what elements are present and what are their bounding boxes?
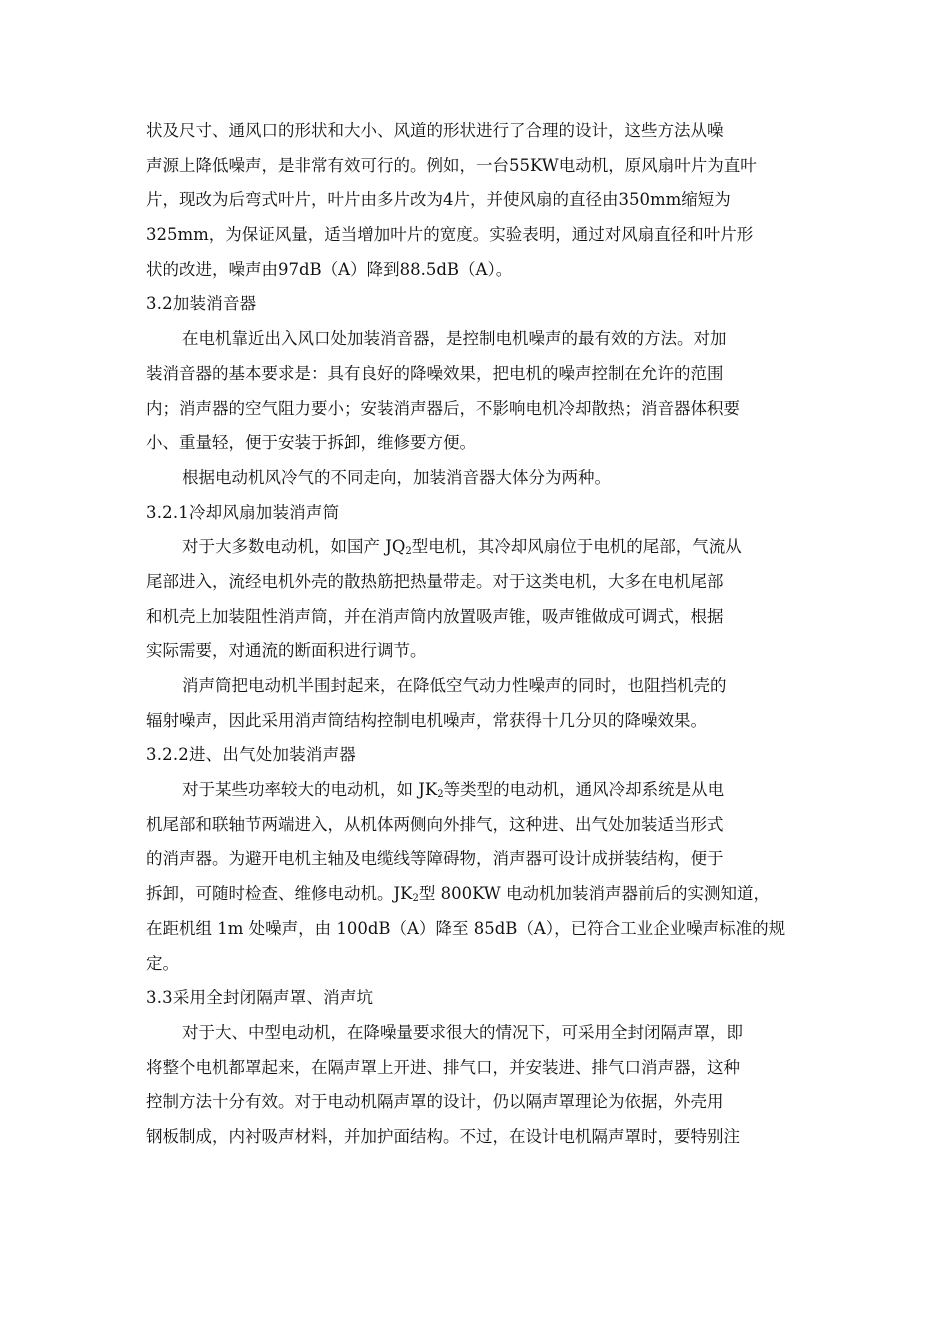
text-run: 拆卸，可随时检查、维修电动机。JK (146, 884, 413, 904)
body-line: 内；消声器的空气阻力要小；安装消声器后，不影响电机冷却散热；消音器体积要 (146, 398, 740, 418)
section-heading-3-2: 3.2加装消音器 (146, 294, 257, 314)
body-line: 小、重量轻，便于安装于拆卸，维修要方便。 (146, 433, 476, 453)
body-line: 尾部进入，流经电机外壳的散热筋把热量带走。对于这类电机，大多在电机尾部 (146, 571, 724, 591)
text-run: 等类型的电动机，通风冷却系统是从电 (443, 780, 725, 800)
document-page (146, 120, 806, 1161)
body-line: 状的改进，噪声由97dB（A）降到88.5dB（A）。 (146, 259, 513, 279)
body-line: 和机壳上加装阻性消声筒，并在消声筒内放置吸声锥，吸声锥做成可调式，根据 (146, 606, 724, 626)
section-heading-3-3: 3.3采用全封闭隔声罩、消声坑 (146, 988, 374, 1008)
body-line: 325mm，为保证风量，适当增加叶片的宽度。实验表明，通过对风扇直径和叶片形 (146, 225, 754, 245)
body-line: 装消音器的基本要求是：具有良好的降噪效果，把电机的噪声控制在允许的范围 (146, 363, 724, 383)
text-run: 对于某些功率较大的电动机，如 JK (182, 780, 438, 800)
section-heading-3-2-2: 3.2.2进、出气处加装消声器 (146, 745, 356, 765)
body-line (146, 779, 806, 801)
body-line: 在电机靠近出入风口处加装消音器，是控制电机噪声的最有效的方法。对加 (182, 329, 727, 349)
body-line: 消声筒把电动机半围封起来，在降低空气动力性噪声的同时，也阻挡机壳的 (182, 676, 727, 695)
body-line: 将整个电机都罩起来，在隔声罩上开进、排气口，并安装进、排气口消声器，这种 (146, 1057, 740, 1077)
body-line: 控制方法十分有效。对于电动机隔声罩的设计，仍以隔声罩理论为依据，外壳用 (146, 1092, 724, 1112)
text-run: 型 800KW 电动机加装消声器前后的实测知道， (418, 884, 771, 904)
subscript: 2 (405, 546, 412, 558)
body-line: 辐射噪声，因此采用消声筒结构控制电机噪声，常获得十几分贝的降噪效果。 (146, 710, 707, 730)
body-line (146, 883, 806, 905)
section-heading-3-2-1: 3.2.1冷却风扇加装消声筒 (146, 502, 340, 522)
body-line: 声源上降低噪声，是非常有效可行的。例如，一台55KW电动机，原风扇叶片为直叶 (146, 155, 757, 175)
body-line: 实际需要，对通流的断面积进行调节。 (146, 641, 427, 661)
text-run: 型电机，其冷却风扇位于电机的尾部，气流从 (411, 537, 742, 557)
body-line: 定。 (146, 953, 179, 973)
body-line: 的消声器。为避开电机主轴及电缆线等障碍物，消声器可设计成拼装结构，便于 (146, 849, 724, 869)
body-line: 钢板制成，内衬吸声材料，并加护面结构。不过，在设计电机隔声罩时，要特别注 (146, 1126, 740, 1146)
body-line: 机尾部和联轴节两端进入，从机体两侧向外排气，这种进、出气处加装适当形式 (146, 814, 724, 834)
body-line (146, 536, 806, 558)
body-line: 对于大、中型电动机，在降噪量要求很大的情况下，可采用全封闭隔声罩，即 (182, 1022, 743, 1042)
subscript: 2 (412, 893, 419, 905)
body-line: 在距机组 1m 处噪声，由 100dB（A）降至 85dB（A），已符合工业企业噪声标准的规 (146, 918, 786, 938)
body-line: 根据电动机风冷气的不同走向，加装消音器大体分为两种。 (182, 467, 611, 487)
body-line: 片，现改为后弯式叶片，叶片由多片改为4片，并使风扇的直径由350mm缩短为 (146, 190, 731, 210)
text-run: 对于大多数电动机，如国产 JQ (182, 537, 406, 557)
body-line: 状及尺寸、通风口的形状和大小、风道的形状进行了合理的设计，这些方法从噪 (146, 121, 724, 140)
subscript: 2 (437, 789, 444, 801)
